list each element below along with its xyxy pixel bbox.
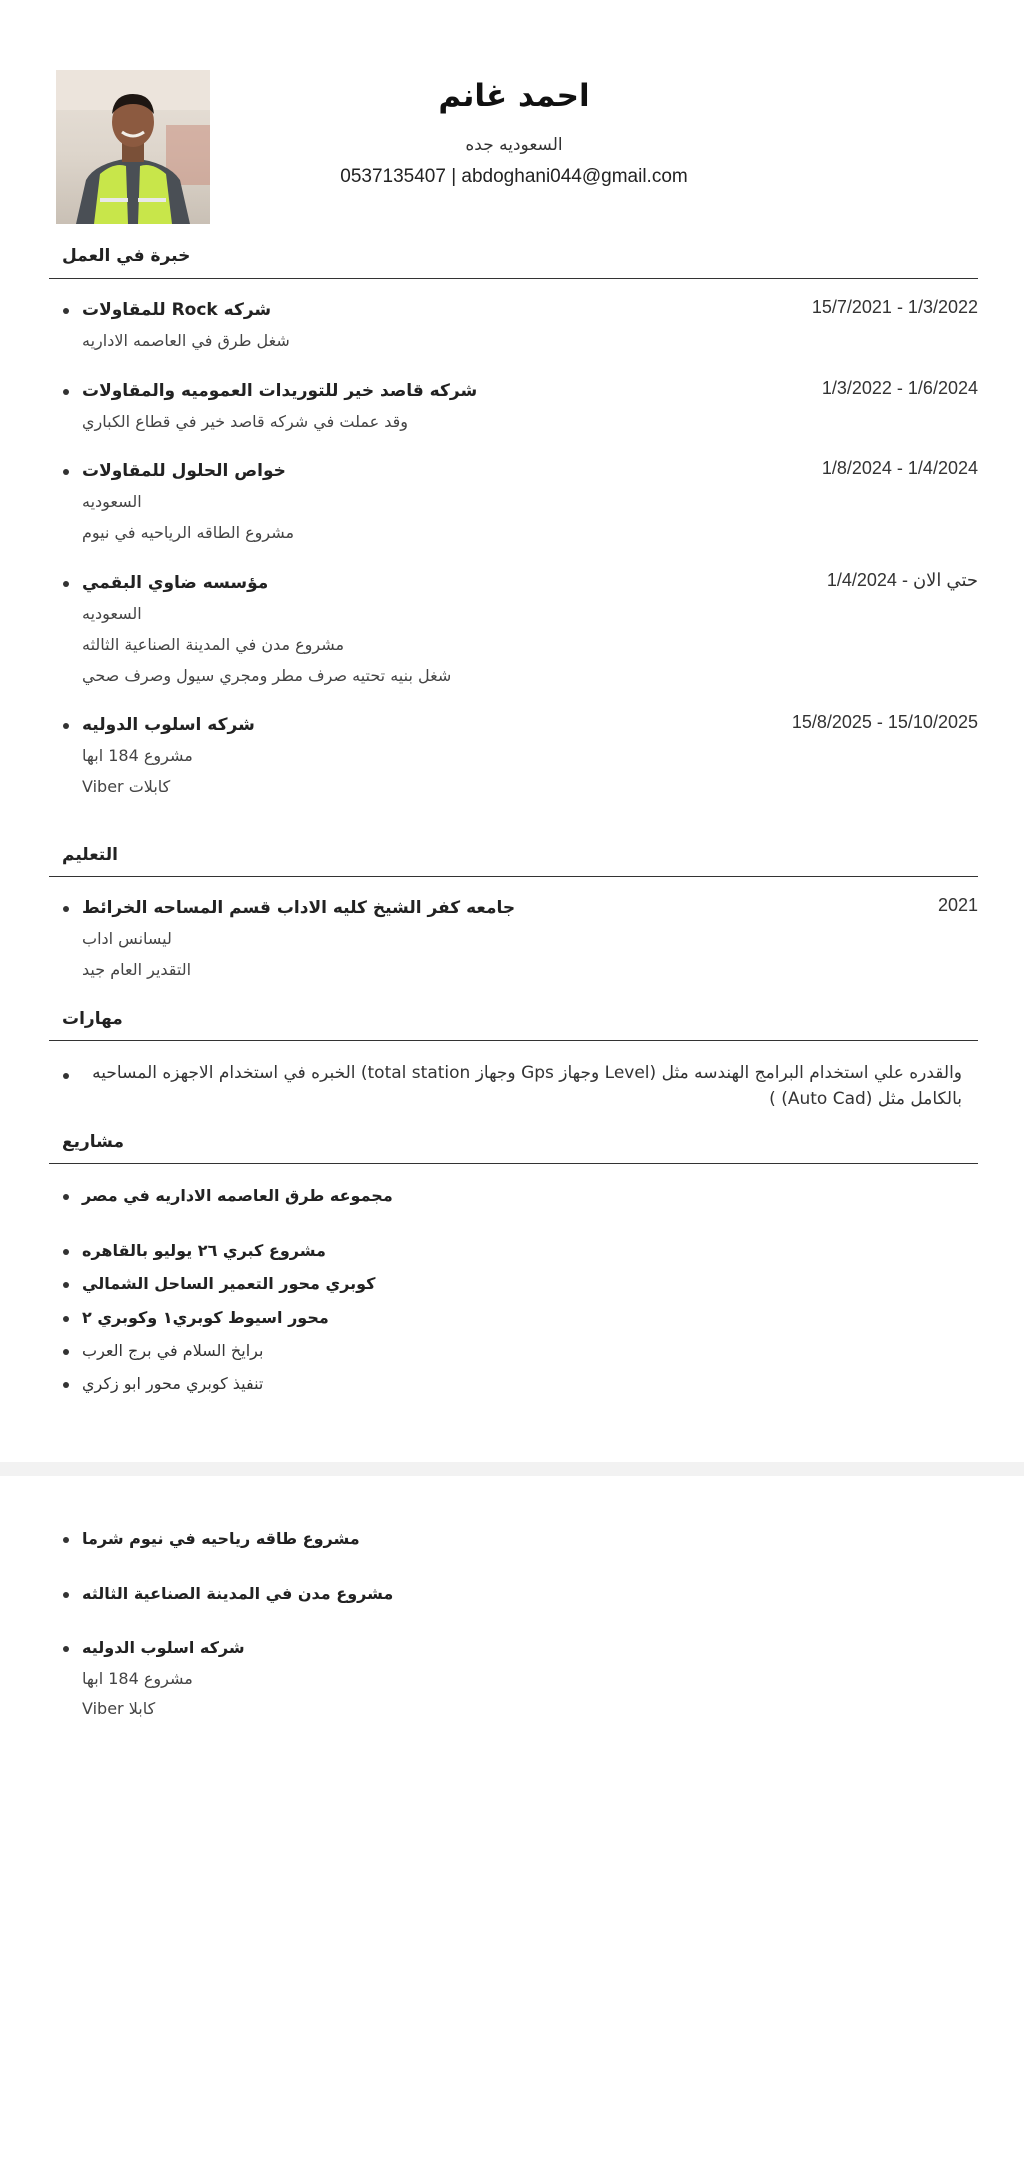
project-detail: كابلا Viber: [82, 1699, 156, 1718]
education-heading: التعليم: [62, 845, 118, 865]
skills-divider: [49, 1040, 978, 1041]
experience-detail: مشروع مدن في المدينة الصناعية الثالثه: [82, 635, 345, 654]
experience-date: حتي الان - 1/4/2024: [826, 570, 978, 590]
project-title: شركه اسلوب الدوليه: [82, 1638, 245, 1657]
experience-divider: [49, 278, 978, 279]
experience-detail: كابلات Viber: [82, 777, 171, 796]
bullet-icon: [63, 581, 69, 587]
bullet-icon: [63, 723, 69, 729]
experience-detail: السعوديه: [82, 492, 142, 511]
page-break: [0, 1462, 1024, 1476]
project-title: برايخ السلام في برج العرب: [82, 1341, 264, 1360]
project-title: مشروع طاقه رياحيه في نيوم شرما: [82, 1529, 360, 1548]
profile-photo: [56, 70, 210, 224]
experience-date: 1/3/2022 - 1/6/2024: [821, 378, 978, 398]
project-title: محور اسيوط كوبري١ وكوبري ٢: [82, 1308, 329, 1327]
experience-title: شركه Rock للمقاولات: [82, 300, 272, 320]
project-title: مشروع كبري ٢٦ يوليو بالقاهره: [82, 1241, 326, 1260]
experience-date: 15/7/2021 - 1/3/2022: [811, 297, 978, 317]
experience-detail: شغل بنيه تحتيه صرف مطر ومجري سيول وصرف صحي: [82, 666, 452, 685]
experience-detail: السعوديه: [82, 604, 142, 623]
bullet-icon: [63, 1282, 69, 1288]
project-detail: مشروع 184 ابها: [82, 1669, 193, 1688]
person-silhouette-icon: [56, 70, 210, 224]
experience-detail: وقد عملت في شركه قاصد خير في قطاع الكباري: [82, 412, 409, 431]
candidate-location: السعوديه جده: [465, 135, 563, 155]
project-title: مشروع مدن في المدينة الصناعية الثالثه: [82, 1584, 394, 1603]
experience-detail: مشروع 184 ابها: [82, 746, 193, 765]
bullet-icon: [63, 1316, 69, 1322]
education-divider: [49, 876, 978, 877]
experience-date: 15/8/2025 - 15/10/2025: [791, 712, 978, 732]
project-title: مجموعه طرق العاصمه الاداريه في مصر: [82, 1186, 393, 1205]
experience-title: شركه اسلوب الدوليه: [82, 715, 255, 735]
bullet-icon: [63, 1349, 69, 1355]
experience-title: شركه قاصد خير للتوريدات العموميه والمقاولات: [82, 381, 478, 401]
education-detail: ليسانس اداب: [82, 929, 172, 948]
education-detail: التقدير العام جيد: [82, 960, 192, 979]
experience-detail: شغل طرق في العاصمه الاداريه: [82, 331, 290, 350]
bullet-icon: [63, 1249, 69, 1255]
candidate-name: احمد غانم: [438, 78, 590, 114]
bullet-icon: [63, 1646, 69, 1652]
experience-title: مؤسسه ضاوي البقمي: [82, 573, 269, 593]
education-title: جامعه كفر الشيخ كليه الاداب قسم المساحه الخرائط: [82, 898, 516, 918]
projects-heading: مشاريع: [62, 1132, 124, 1152]
experience-title: خواص الحلول للمقاولات: [82, 461, 286, 481]
skills-text: والقدره علي استخدام البرامج الهندسه مثل (Level وجهاز Gps وجهاز total station) الخبره في استخدام الاجهزه المساحيه بالكامل مثل (Auto Cad) ): [92, 1063, 962, 1109]
projects-divider: [49, 1163, 978, 1164]
experience-date: 1/8/2024 - 1/4/2024: [821, 458, 978, 478]
bullet-icon: [63, 906, 69, 912]
bullet-icon: [63, 1537, 69, 1543]
project-title: كوبري محور التعمير الساحل الشمالي: [82, 1274, 376, 1293]
bullet-icon: [63, 1382, 69, 1388]
education-date: 2021: [937, 895, 978, 915]
bullet-icon: [63, 1194, 69, 1200]
bullet-icon: [63, 308, 69, 314]
project-title: تنفيذ كوبري محور ابو زكري: [82, 1374, 264, 1393]
experience-detail: مشروع الطاقه الرياحيه في نيوم: [82, 523, 295, 542]
bullet-icon: [63, 469, 69, 475]
bullet-icon: [63, 1592, 69, 1598]
experience-heading: خبرة في العمل: [62, 246, 191, 266]
bullet-icon: [63, 389, 69, 395]
bullet-icon: [63, 1073, 69, 1079]
skills-heading: مهارات: [62, 1009, 123, 1029]
contact-info[interactable]: 0537135407 | abdoghani044@gmail.com: [340, 166, 688, 187]
resume-page-2: [0, 1476, 1024, 2179]
